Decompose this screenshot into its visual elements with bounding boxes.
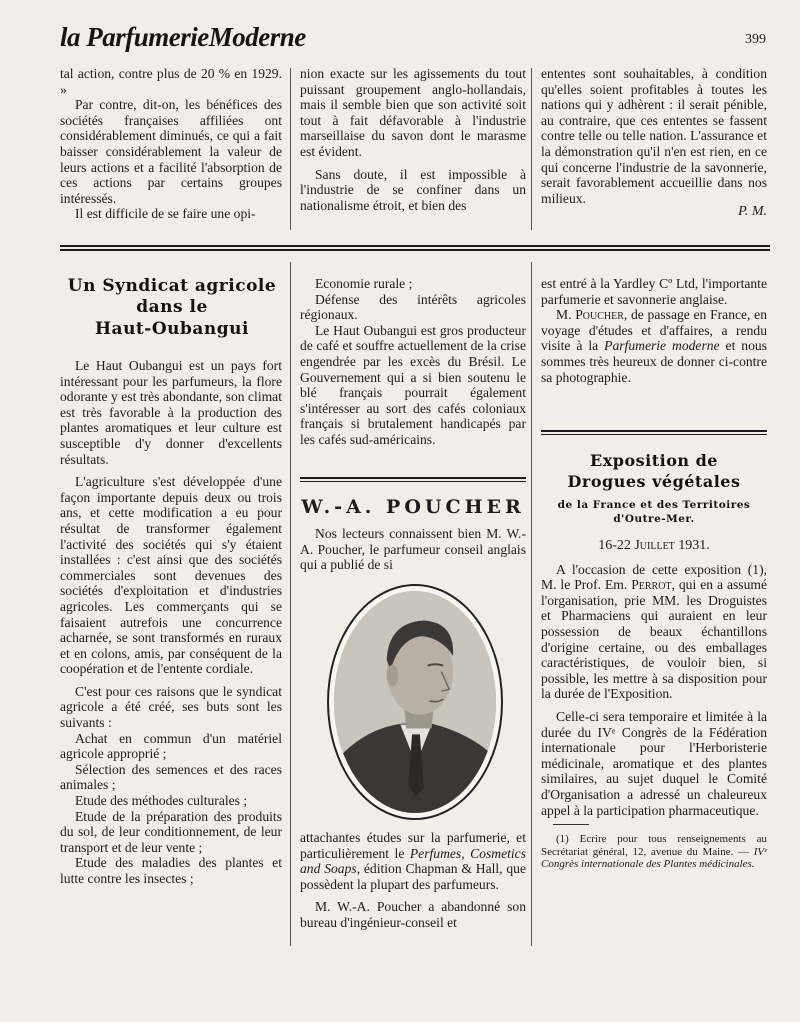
portrait-photo [334,591,496,813]
poucher-body [300,830,526,931]
poucher-intro [300,526,526,573]
section-rule [60,245,770,251]
list-item: Etude de la préparation des produits du sol, de leur conditionnement, de leur transport et de leur vente ; [60,808,282,855]
list-item: Achat en commun d'un matériel agricole approprié ; [60,730,282,762]
top-column-1 [60,66,282,222]
list-item: Sélection des semences et des races animales ; [60,761,282,793]
person-name: Poucher [575,307,624,323]
paragraph: tal action, contre plus de 20 % en 1929. » [60,66,282,97]
list-item: Défense des intérêts agricoles régionaux. [300,291,526,323]
text-run: attachantes études sur la parfumerie, et particulièrement le [300,830,526,861]
list-item: Economie rurale ; [315,276,413,291]
paragraph: nion exacte sur les agissements du tout puissant groupement anglo-hollandais, mais il semble bien que son activité soit tout à fait défavorable à l'industrie marseillaise du savon dont le marasme est évident. [300,66,526,159]
article-subtitle: d'Outre-Mer. [613,513,695,525]
article-title: Drogues végétales [567,472,741,491]
paragraph: Il est difficile de se faire une opi- [75,206,256,222]
text-run: , édition Chapman & Hall, que possèdent la plupart des parfumeurs. [300,861,526,892]
syndicat-continuation [300,276,526,448]
list-item: Etude des maladies des plantes et lutte contre les insectes ; [60,855,282,886]
article-title: Haut-Oubangui [95,319,249,339]
exposition-dates: 16-22 Juillet 1931. [598,538,710,553]
article-subtitle: de la France et des Territoires [557,499,751,511]
list-item: Etude des méthodes culturales ; [75,793,248,809]
paragraph: L'agriculture s'est développée d'une façon importante depuis deux ou trois ans, et cette modification a eu pour résultat de transformer également l'activité des sociétés qui s'y étaient installées : c'est ainsi que des sociétés commerciales sont devenues des sociétés d'exploitation et d'industries agricoles. Les commerçants qui se faisaient autrefois une concurrence acharnée, se sont transformés en ruraux et en colons, amis, par conséquent de la coopération et de l'entente cordiale. [60,474,282,677]
syndicat-body [60,358,282,887]
person-name: Perrot [631,577,672,593]
text-run: , de passage en France, en voyage d'études et d'affaires, a rendu visite à la [541,307,767,354]
paragraph: Nos lecteurs connaissent bien M. W.-A. Poucher, le parfumeur conseil anglais qui a publié de si [300,526,526,573]
article-separator [541,430,767,435]
article-title: Exposition de [590,451,718,470]
author-signature: P. M. [738,204,767,220]
masthead [60,20,770,56]
footnote-rule [553,824,589,825]
top-column-2 [300,66,526,213]
magazine-name: Parfumerie moderne [604,338,720,354]
text-run: et nous sommes très heureux de donner ci-contre sa photographie. [541,338,767,385]
text-run: M. [556,307,576,323]
paragraph: Celle-ci sera temporaire et limitée à la durée du IVᵉ Congrès de la Fédération internationale pour l'Herboristerie médicinale, aromatique et des plantes similaires, au sujet duquel le Comité d'Organisation a adressé un chaleureux appel à la participation pharmaceutique. [541,708,767,818]
paragraph: est entré à la Yardley Cº Ltd, l'importante parfumerie et savonnerie anglaise. [541,276,767,307]
syndicat-heading [60,276,284,341]
column-divider [531,68,532,230]
text-run: IVᵉ Congrès internationale des Plantes médicinales. [541,845,767,871]
text-run: A l'occasion de cette exposition (1), M. le Prof. Em. [541,561,767,593]
column-divider [290,68,291,230]
column-divider [531,262,532,946]
exposition-heading [541,450,767,526]
paragraph [541,307,767,385]
text-run: (1) Ecrire pour tous renseignements au Secrétariat général, 12, avenue du Maine. — [541,833,767,858]
article-separator [300,477,526,482]
paragraph: Par contre, dit-on, les bénéfices des sociétés françaises affiliées ont considérablement diminués, ce qui a fait baisser considérablement la valeur de leurs actions et a facilité l'absorption de ces actions par certains groupes intéressés. [60,97,282,206]
poucher-continuation [541,276,767,385]
poucher-portrait [327,584,503,820]
article-title: dans le [136,297,208,317]
paragraph: M. W.-A. Poucher a abandonné son bureau d'ingénieur-conseil et [300,899,526,930]
paragraph: Le Haut Oubangui est gros producteur de café et souffre actuellement de la crise engendrée par les excès du Brésil. Le Gouvernement qui a si bien soutenu le blé français pourrait également s'intéresser au sort des cafés coloniaux français si brutalement handicapés par les cafés sud-américains. [300,322,526,447]
exposition-body [541,538,767,871]
footnote [541,833,767,871]
poucher-title: W.-A. POUCHER [301,496,525,518]
paragraph [300,830,526,892]
article-title: Un Syndicat agricole [67,276,277,296]
paragraph: Le Haut Oubangui est un pays fort intéressant pour les parfumeurs, la flore odorante y est très abondante, son climat est très favorable à la production des plantes aromatiques et leur culture est susceptible d'y donner d'excellents résultats. [60,358,282,467]
paragraph: Sans doute, il est impossible à l'industrie de se confiner dans un nationalisme étroit, et bien des [300,166,526,213]
column-divider [290,262,291,946]
magazine-logo: la ParfumerieModerne [60,22,306,52]
book-title: Perfumes, Cosmetics and Soaps [300,845,526,877]
top-column-3 [541,66,767,220]
paragraph [541,562,767,702]
page-number: 399 [745,32,766,47]
paragraph: ententes sont souhaitables, à condition qu'elles soient profitables à toutes les nations qui y adhèrent : il serait pénible, au contraire, que ces ententes se fassent contre telle ou telle nation. L'assurance et la démonstration qu'il n'en est rien, en ce qui concerne l'industrie de la savonnerie, serait favorablement accueillie dans nos milieux. [541,66,767,206]
paragraph: C'est pour ces raisons que le syndicat agricole a été créé, ses buts sont les suivants : [60,683,282,731]
text-run: , qui en a assumé l'organisation, prie MM. les Droguistes et Pharmaciens qui auraient en leur possession de beaux échantillons d'origine certaine, ou des emballages caractéristiques, de vouloir bien, si possible, les mettre à sa disposition pour la durée de l'Exposition. [541,577,767,702]
portrait-illustration [334,591,496,813]
